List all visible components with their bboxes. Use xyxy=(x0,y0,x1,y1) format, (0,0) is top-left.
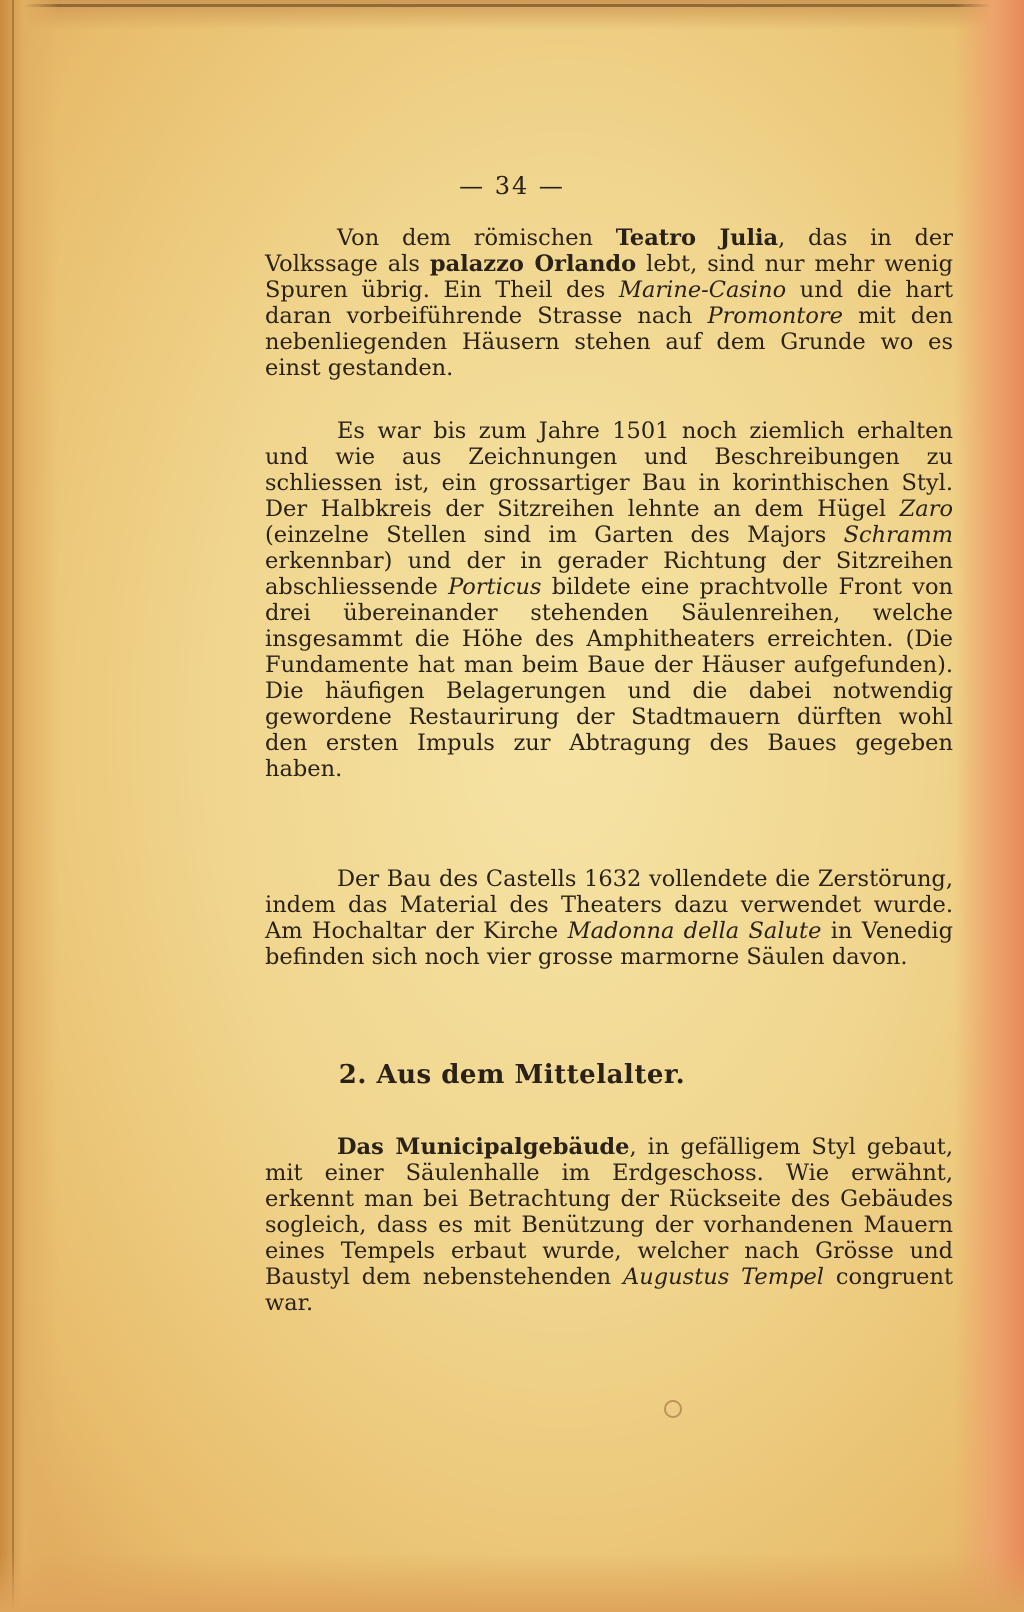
text-run: und die hart daran vorbeiführende Strasse nach xyxy=(265,277,953,329)
term-augustus-tempel: Augustus Tempel xyxy=(623,1264,824,1290)
term-promontore: Promontore xyxy=(707,303,843,329)
paragraph-castell xyxy=(265,866,953,970)
page-top-edge xyxy=(0,0,1024,30)
text-run: , in gefälligem Styl gebaut, mit einer Säulenhalle im Erdgeschoss. Wie erwähnt, erkennt man bei Betrachtung der Rückseite des Gebäudes sogleich, dass es mit Benützung der vorhandenen Mauern eines Tempels erbaut wurde, welcher nach Grösse und Baustyl dem nebenstehenden xyxy=(265,1134,953,1290)
text-run: Es war bis zum Jahre 1501 noch ziemlich erhalten und wie aus Zeichnungen und Beschreibungen zu schliessen ist, ein grossartiger Bau in korinthischen Styl. Der Halbkreis der Sitzreihen lehnte an dem Hügel xyxy=(265,418,953,522)
page-bottom-edge xyxy=(0,1552,1024,1612)
page-left-binding-edge xyxy=(0,0,58,1612)
paragraph-teatro-julia xyxy=(265,225,953,381)
term-teatro-julia: Teatro Julia xyxy=(615,225,779,251)
term-porticus: Porticus xyxy=(448,574,542,600)
paragraph-municipalgebaeude xyxy=(265,1134,953,1316)
term-palazzo-orlando: palazzo Orlando xyxy=(429,251,637,277)
text-run: (einzelne Stellen sind im Garten des Majors xyxy=(265,522,844,548)
text-run: erkennbar) und der in gerader Richtung der Sitzreihen abschliessende xyxy=(265,548,953,600)
paper-stain xyxy=(664,1400,682,1418)
term-madonna-della-salute: Madonna della Salute xyxy=(567,918,822,944)
text-run: in Venedig befinden sich noch vier grosse marmorne Säulen davon. xyxy=(265,918,954,970)
paragraph-theatre-history xyxy=(265,418,953,782)
text-run: bildete eine prachtvolle Front von drei übereinander stehenden Säulenreihen, welche insgesammt die Höhe des Amphitheaters erreichten. (Die Fundamente hat man beim Baue der Häuser aufgefunden). Die häufigen Belagerungen und die dabei notwendig gewordene Restaurirung der Stadtmauern dürften wohl den ersten Impuls zur Abtragung des Baues gegeben haben. xyxy=(265,574,953,782)
page-right-edge xyxy=(954,0,1024,1612)
text-run: Der Bau des Castells 1632 vollendete die Zerstörung, indem das Material des Theaters dazu verwendet wurde. Am Hochaltar der Kirche xyxy=(265,866,953,944)
page-number: — 34 — xyxy=(459,172,565,200)
term-marine-casino: Marine-Casino xyxy=(618,277,787,303)
section-heading: 2. Aus dem Mittelalter. xyxy=(338,1060,686,1090)
text-run: Von dem römischen xyxy=(337,225,616,251)
term-schramm: Schramm xyxy=(843,522,953,548)
term-zaro: Zaro xyxy=(899,496,953,522)
text-run: mit den nebenliegenden Häusern stehen auf dem Grunde wo es einst gestanden. xyxy=(265,303,953,381)
text-run: lebt, sind nur mehr wenig Spuren übrig. Ein Theil des xyxy=(265,251,954,303)
text-run: congruent war. xyxy=(265,1264,954,1316)
term-municipalgebaeude: Das Municipalgebäude xyxy=(337,1134,630,1160)
text-run: , das in der Volkssage als xyxy=(265,225,953,277)
